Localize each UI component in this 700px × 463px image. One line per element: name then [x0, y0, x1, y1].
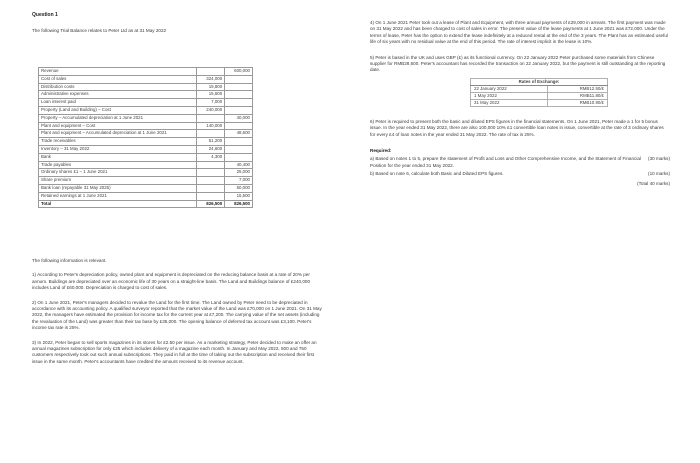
debit-amount: 140,000 [197, 122, 225, 130]
trial-balance-row [39, 200, 253, 208]
credit-amount: 600,000 [225, 68, 253, 76]
rate-value: RMB10.90/£ [547, 99, 608, 106]
info-heading: The following information is relevant. [32, 258, 107, 263]
account-name: Share premium [39, 177, 197, 185]
debit-amount [197, 177, 225, 185]
debit-amount [197, 68, 225, 76]
left-column [32, 12, 332, 35]
question-title: Question 1 [32, 12, 58, 18]
note-2: 2) On 1 June 2021, Peter's managers decided to revalue the Land for the first time. The Land owned by Peter need to be depreciated in accordance with its accounting policy. A qualified surveyor reported that the market value of the Land was £70,000 on 1 June 2021. On 31 May 2022, the managers have estimated the provision for income tax for the current year at £7,200. The carrying value of the net assets (including the revaluation of the Land) was greater than their tax base by £35,000. The opening balance of deferred tax account was £3,100. Peter's income tax rate is 25%. [32, 299, 322, 331]
trial-balance-row [39, 99, 253, 107]
rates-header: Rates of Exchange: [471, 78, 608, 85]
account-name: Bank [39, 153, 197, 161]
credit-amount: 48,600 [225, 130, 253, 138]
note-6: 6) Peter is required to present both the basic and diluted EPS figures in the financial statements. On 1 June 2021, Peter made a 1 for 5 bonus issue. In the year ended 31 May 2022, there are also 100,000 10% £1 convertible loan notes in issue, convertible at the rate of 3 ordinary shares for every £4 of loan notes in the year ended 31 May 2022. The rate of tax is 25%. [370, 118, 664, 137]
debit-amount [197, 130, 225, 138]
intro-text: The following Trial Balance relates to Peter Ltd as at 31 May 2022 [32, 28, 167, 34]
trial-balance-row [39, 91, 253, 99]
requirement-marks: (10 marks) [648, 171, 670, 177]
debit-amount: 15,600 [197, 91, 225, 99]
credit-amount: 25,000 [225, 169, 253, 177]
credit-amount: 40,000 [225, 114, 253, 122]
debit-amount: 7,000 [197, 99, 225, 107]
trial-balance-row [39, 138, 253, 146]
rate-value: RMB11.80/£ [547, 92, 608, 99]
trial-balance-row [39, 184, 253, 192]
credit-amount [225, 75, 253, 83]
debit-amount: 4,300 [197, 153, 225, 161]
account-name: Distribution costs [39, 83, 197, 91]
debit-amount [197, 161, 225, 169]
trial-balance-row [39, 192, 253, 200]
account-name: Ordinary shares £1 – 1 June 2021 [39, 169, 197, 177]
account-name: Administrative expenses [39, 91, 197, 99]
debit-amount [197, 169, 225, 177]
note-5: 5) Peter is based in the UK and uses GBP (£) as its functional currency. On 22 January 2022 Peter purchased some materials from Chinese supplier for RMB28,600. Peter's accountant has recorded the transaction on 22 January 2022, but the payment is still outstanding at the reporting date. [370, 54, 666, 73]
account-name: Bank loan (repayable 31 May 2025) [39, 184, 197, 192]
requirement-marks: (30 marks) [648, 156, 670, 162]
credit-amount [225, 91, 253, 99]
requirement-text: a) Based on notes 1 to 5, prepare the statement of Profit and Loss and Other Comprehensive Income, and the Statement of Financial Position for the year ended 31 May 2022. [370, 156, 641, 168]
credit-amount [225, 99, 253, 107]
credit-amount [225, 83, 253, 91]
account-name: Plant and equipment – Cost [39, 122, 197, 130]
account-name: Trade receivables [39, 138, 197, 146]
debit-amount [197, 192, 225, 200]
account-name: Property – Accumulated depreciation at 1 June 2021 [39, 114, 197, 122]
credit-amount: 15,500 [225, 192, 253, 200]
note-4: 4) On 1 June 2021 Peter took out a lease of Plant and Equipment, with three annual payments of £29,000 in arrears. The first payment was made on 31 May 2022 and has been charged to cost of sales in error. The present value of the lease payments at 1 June 2021 was £72,000. Under the terms of lease, Peter has the option to extend the lease indefinitely at a reduced rental at the end of the 3 years. The Plant has an estimated useful life of six years with no residual value at the end of this period. The rate of interest implicit in the lease is 10%. [370, 20, 668, 45]
credit-amount: 40,400 [225, 161, 253, 169]
information-section [32, 258, 322, 365]
debit-amount: 51,200 [197, 138, 225, 146]
debit-amount: 24,600 [197, 145, 225, 153]
right-column [370, 20, 670, 187]
account-name: Revenue [39, 68, 197, 76]
debit-amount [197, 114, 225, 122]
requirement-item [370, 156, 670, 169]
trial-balance-row [39, 75, 253, 83]
credit-amount: 826,500 [225, 200, 253, 208]
trial-balance-row [39, 122, 253, 130]
account-name: Property (Land and Building) – Cost [39, 106, 197, 114]
rate-row [471, 92, 608, 99]
rate-value: RMB12.50/£ [547, 85, 608, 92]
credit-amount [225, 153, 253, 161]
debit-amount [197, 184, 225, 192]
credit-amount [225, 145, 253, 153]
total-marks: (Total 40 marks) [637, 180, 670, 186]
account-name: Total [39, 200, 197, 208]
trial-balance-row [39, 169, 253, 177]
rate-date: 31 May 2022 [471, 99, 548, 106]
rate-date: 22 January 2022 [471, 85, 548, 92]
exchange-rates-table [470, 78, 608, 107]
rate-row [471, 99, 608, 106]
credit-amount [225, 122, 253, 130]
debit-amount: 240,000 [197, 106, 225, 114]
account-name: Loan interest paid [39, 99, 197, 107]
trial-balance-row [39, 153, 253, 161]
credit-amount [225, 138, 253, 146]
trial-balance-row [39, 161, 253, 169]
debit-amount: 19,800 [197, 83, 225, 91]
debit-amount: 826,500 [197, 200, 225, 208]
account-name: Cost of sales [39, 75, 197, 83]
trial-balance-row [39, 177, 253, 185]
trial-balance-row [39, 68, 253, 76]
requirement-item [370, 171, 670, 177]
required-label: Required: [370, 148, 392, 154]
account-name: Plant and equipment – Accumulated depreciation at 1 June 2021 [39, 130, 197, 138]
credit-amount [225, 106, 253, 114]
trial-balance-row [39, 114, 253, 122]
requirements-list [370, 156, 670, 177]
rate-row [471, 85, 608, 92]
account-name: Trade payables [39, 161, 197, 169]
debit-amount: 324,000 [197, 75, 225, 83]
credit-amount: 50,000 [225, 184, 253, 192]
account-name: Retained earnings at 1 June 2021 [39, 192, 197, 200]
trial-balance-row [39, 145, 253, 153]
account-name: Inventory – 31 May 2022 [39, 145, 197, 153]
rate-date: 1 May 2022 [471, 92, 548, 99]
trial-balance-row [39, 130, 253, 138]
notes-list [32, 272, 322, 365]
trial-balance-table [38, 67, 253, 208]
credit-amount: 7,000 [225, 177, 253, 185]
trial-balance-row [39, 106, 253, 114]
note-1: 1) According to Peter's depreciation policy, owned plant and equipment is depreciated on the reducing balance basis at a rate of 20% per annum. Buildings are depreciated over an economic life of 30 years on a straight-line basis. The Land and Buildings balance of £240,000 includes Land of £60,000. Depreciation is charged to cost of sales. [32, 272, 311, 291]
requirement-text: b) Based on note 6, calculate both Basic and Diluted EPS figures. [370, 171, 504, 177]
note-3: 3) In 2022, Peter began to sell sports magazines in its stores for £2.50 per issue. As a marketing strategy, Peter decided to make an offer an annual magazines subscription for only £25 which includes delivery of a magazine each month. In January and May 2022, 500 and 750 customers respectively took out such annual subscriptions. They paid in full at the time of taking out the subscription and received their first issue in the same month. Peter's accountants have credited the amount received to its revenue account. [32, 339, 317, 364]
trial-balance-row [39, 83, 253, 91]
